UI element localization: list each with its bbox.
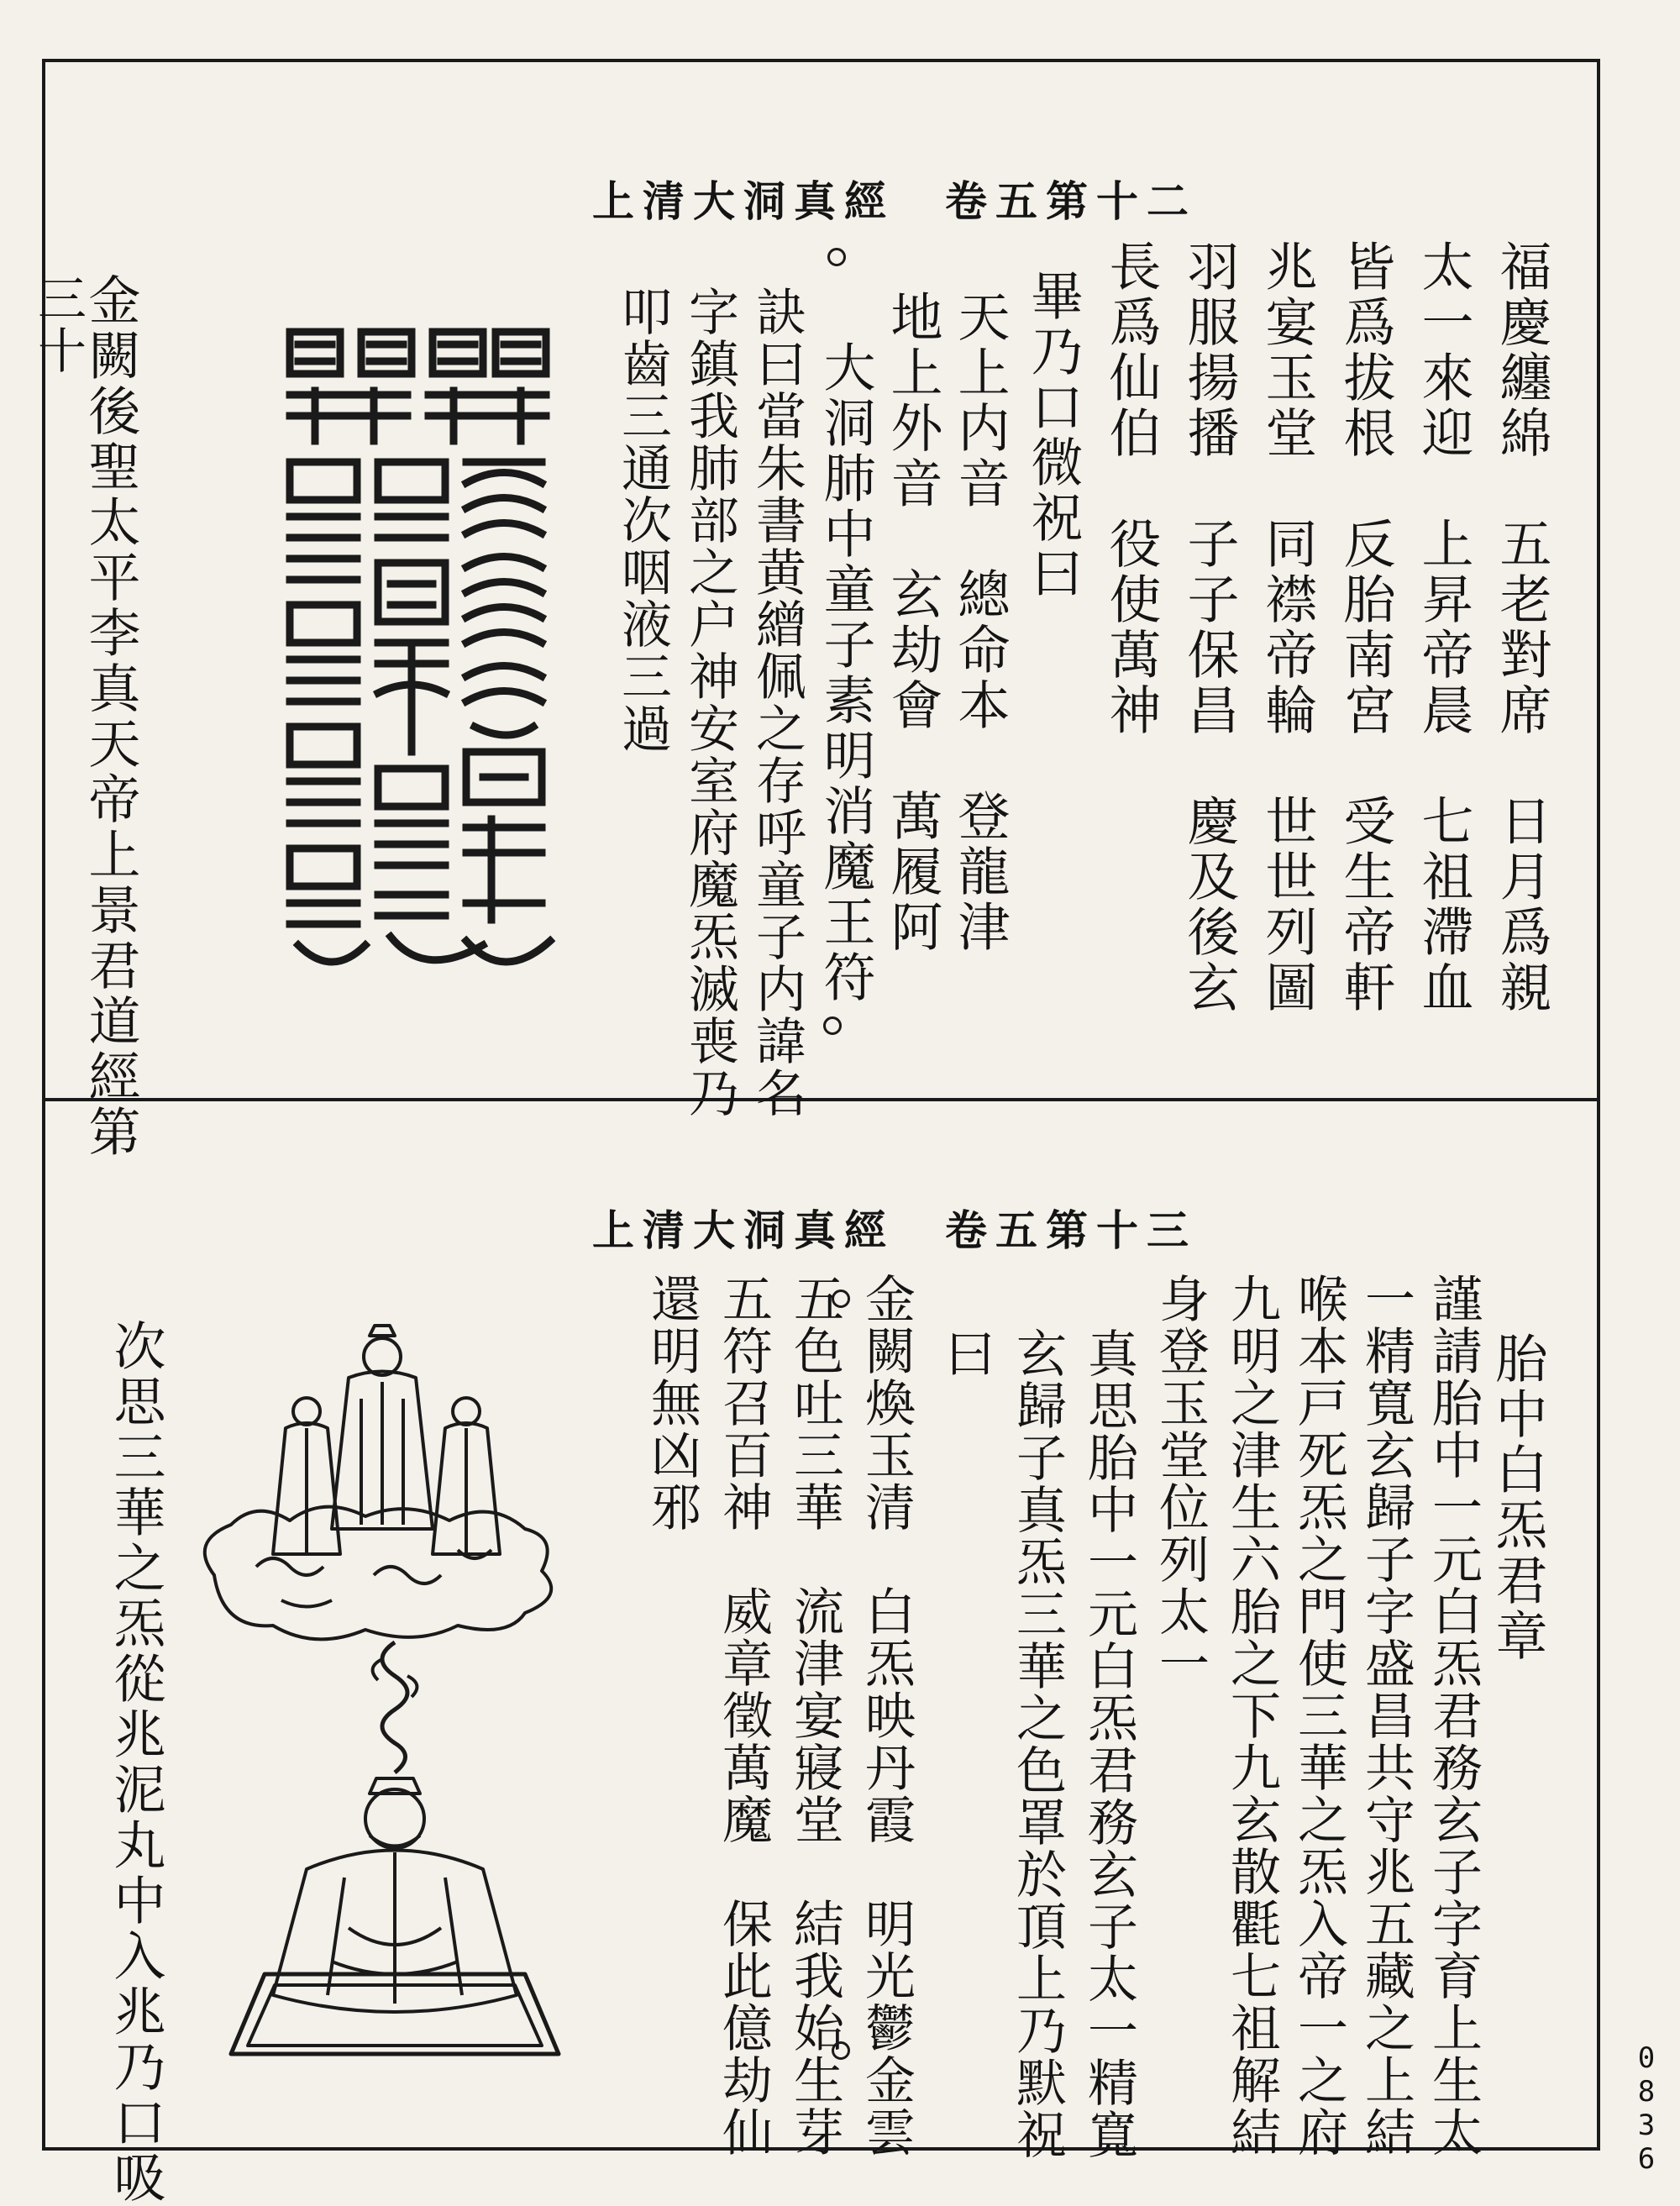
bottom-col-13: 還明無凶邪	[643, 1273, 701, 1533]
top-col-10: 大洞肺中童子素明消魔王符	[815, 340, 876, 1006]
bottom-circle-mark-2	[832, 2041, 850, 2060]
top-header: 上清大洞真經 卷五第十二	[592, 176, 1197, 226]
top-col-8: 天上内音 總命本 登龍津	[949, 290, 1011, 955]
bottom-col-12: 五符召百神 威章徵萬魔 保此億劫仙	[714, 1273, 773, 2158]
top-col-5: 羽服揚播 子子保昌 慶及後玄	[1179, 239, 1240, 1016]
bottom-col-4: 喉本戸死炁之門使三華之炁入帝一之府	[1289, 1273, 1348, 2158]
bottom-col-7: 真思胎中一元白炁君務玄子太一精寬	[1079, 1327, 1138, 2161]
bottom-col-8: 玄歸子真炁三華之色罩於頂上乃默祝	[1008, 1327, 1067, 2161]
bottom-col-6: 身登玉堂位列太一	[1151, 1273, 1210, 1689]
top-col-9: 地上外音 玄劫會 萬履阿	[882, 290, 943, 955]
bottom-col-14: 次思三華之炁從兆泥丸中入兆乃口吸	[105, 1319, 166, 2206]
bottom-col-11: 五色吐三華 流津宴寢堂 結我始生芽	[785, 1273, 844, 2158]
bottom-col-5: 九明之津生六胎之下九玄散氍七祖解結	[1222, 1273, 1281, 2158]
bottom-header: 上清大洞真經 卷五第十三	[592, 1205, 1197, 1255]
top-col-13: 叩齒三通次咽液三過	[613, 286, 672, 754]
top-circle-mark-2	[823, 1016, 842, 1035]
top-col-7: 畢乃口微祝曰	[1022, 269, 1084, 601]
bottom-col-2: 謹請胎中一元白炁君務玄子字育上生太	[1424, 1273, 1483, 2158]
top-circle-mark-1	[827, 248, 846, 266]
top-col-15: 三十	[29, 273, 87, 377]
talisman-seal-image	[281, 315, 559, 987]
top-col-11: 訣曰當朱書黄繒佩之存呼童子内諱名	[748, 286, 806, 1119]
deity-illustration-image	[181, 1323, 609, 2062]
top-col-2: 太一來迎 上昇帝晨 七祖滯血	[1413, 239, 1474, 1016]
bottom-col-3: 一精寬玄歸子字盛昌共守兆五藏之上結	[1357, 1273, 1415, 2158]
bottom-col-9: 曰	[937, 1327, 995, 1379]
top-col-14: 金闕後聖太平李真天帝上景君道經第	[80, 273, 141, 1160]
page-number: 0 8 3 6	[1637, 2041, 1656, 2176]
top-col-1: 福慶纏綿 五老對席 日月爲親	[1491, 239, 1552, 1016]
top-col-6: 長爲仙伯 役使萬神	[1100, 239, 1162, 738]
top-col-4: 兆宴玉堂 同襟帝輪 世世列圖	[1257, 239, 1318, 1016]
top-col-12: 字鎮我肺部之户神安室府魔炁滅喪乃	[680, 286, 739, 1119]
bottom-col-10: 金闕煥玉清 白炁映丹霞 明光鬱金雲	[857, 1273, 916, 2158]
top-col-3: 皆爲拔根 反胎南宮 受生帝軒	[1335, 239, 1396, 1016]
panel-divider	[42, 1098, 1600, 1101]
bottom-col-1: 胎中白炁君章	[1487, 1331, 1548, 1664]
